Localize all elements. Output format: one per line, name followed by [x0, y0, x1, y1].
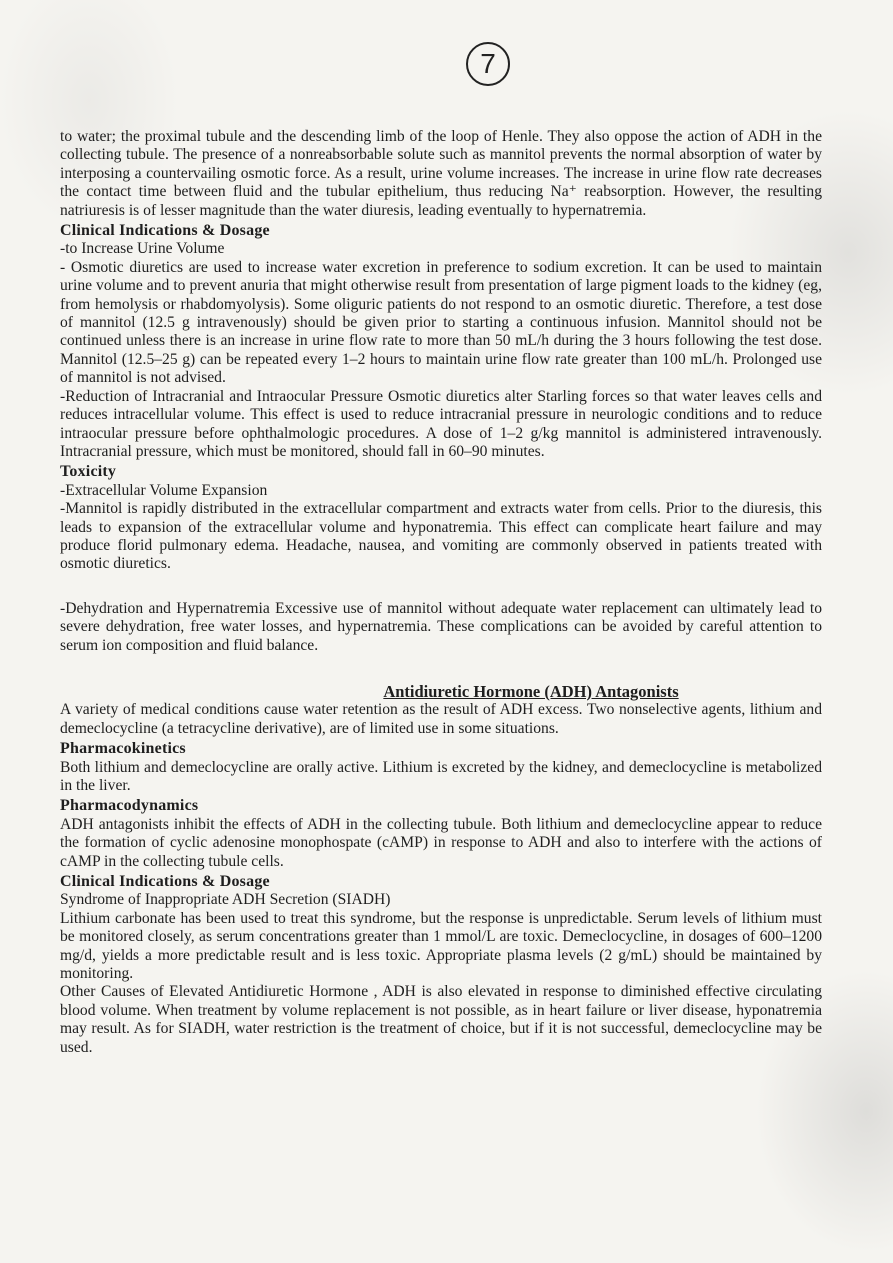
paragraph-other-causes: Other Causes of Elevated Antidiuretic Hormone , ADH is also elevated in response to diminished effective circulating blood volume. When treatment by volume replacement is not possible, as in heart failure or liver disease, hyponatremia may result. As for SIADH, water restriction is the treatment of choice, but if it is not successful, demeclocycline may be used.: [60, 983, 822, 1056]
paragraph-adh-intro: A variety of medical conditions cause water retention as the result of ADH excess. Two nonselective agents, lithium and demeclocycline (a tetracycline derivative), are of limited use in some situations.: [60, 701, 822, 737]
paragraph-mechanism: to water; the proximal tubule and the descending limb of the loop of Henle. They also oppose the action of ADH in the collecting tubule. The presence of a nonreabsorbable solute such as mannitol prevents the normal absorption of water by interposing a countervailing osmotic force. As a result, urine volume increases. The increase in urine flow rate decreases the contact time between fluid and the tubular epithelium, thus reducing Na⁺ reabsorption. However, the resulting natriuresis is of lesser magnitude than the water diuresis, leading eventually to hypernatremia.: [60, 128, 822, 219]
section-title-adh-antagonists: Antidiuretic Hormone (ADH) Antagonists: [383, 681, 679, 701]
paragraph-pharmacokinetics: Both lithium and demeclocycline are orally active. Lithium is excreted by the kidney, and demeclocycline is metabolized in the liver.: [60, 758, 822, 794]
heading-toxicity: Toxicity: [60, 463, 117, 481]
paragraph-intracranial-pressure: -Reduction of Intracranial and Intraocular Pressure Osmotic diuretics alter Starling forces so that water leaves cells and reduces intracellular volume. This effect is used to reduce intracranial pressure in neurologic conditions and to reduce intraocular pressure before ophthalmologic procedures. A dose of 1–2 g/kg mannitol is administered intravenously. Intracranial pressure, which must be monitored, should fall in 60–90 minutes.: [60, 387, 822, 460]
page-number-circle: 7: [466, 42, 510, 86]
subheading-extracellular-volume: -Extracellular Volume Expansion: [60, 481, 268, 499]
paragraph-pharmacodynamics: ADH antagonists inhibit the effects of ADH in the collecting tubule. Both lithium and demeclocycline appear to reduce the formation of cyclic adenosine monophospate (cAMP) in response to ADH and also to interfere with the actions of cAMP in the collecting tubule cells.: [60, 815, 822, 870]
paragraph-lithium-carbonate: Lithium carbonate has been used to treat this syndrome, but the response is unpredictable. Serum levels of lithium must be monitored closely, as serum concentrations greater than 1 mmol/L are toxic. Demeclocycline, in dosages of 600–1200 mg/d, yields a more predictable result and is less toxic. Appropriate plasma levels (2 g/mL) should be maintained by monitoring.: [60, 909, 822, 983]
paragraph-mannitol-distribution: -Mannitol is rapidly distributed in the extracellular compartment and extracts water from cells. Prior to the diuresis, this leads to expansion of the extracellular volume and hyponatremia. This effect can complicate heart failure and may produce florid pulmonary edema. Headache, nausea, and vomiting are commonly observed in patients treated with osmotic diuretics.: [60, 500, 822, 573]
paragraph-dehydration: -Dehydration and Hypernatremia Excessive use of mannitol without adequate water replacement can ultimately lead to severe dehydration, free water losses, and hypernatremia. These complications can be avoided by careful attention to serum ion composition and fluid balance.: [60, 599, 822, 654]
subheading-increase-urine-volume: -to Increase Urine Volume: [60, 240, 225, 258]
heading-clinical-indications-adh: Clinical Indications & Dosage: [60, 873, 270, 891]
document-body: [60, 128, 822, 1057]
heading-pharmacodynamics: Pharmacodynamics: [60, 797, 199, 815]
paragraph-osmotic-diuretics-use: - Osmotic diuretics are used to increase water excretion in preference to sodium excretion. It can be used to maintain urine volume and to prevent anuria that might otherwise result from presentation of large pigment loads to the kidney (eg, from hemolysis or rhabdomyolysis). Some oliguric patients do not respond to an osmotic diuretic. Therefore, a test dose of mannitol (12.5 g intravenously) should be given prior to starting a continuous infusion. Mannitol should not be continued unless there is an increase in urine flow rate to more than 50 mL/h during the 3 hours following the test dose. Mannitol (12.5–25 g) can be repeated every 1–2 hours to maintain urine flow rate greater than 100 mL/h. Prolonged use of mannitol is not advised.: [60, 258, 822, 387]
subheading-siadh: Syndrome of Inappropriate ADH Secretion (SIADH): [60, 891, 391, 909]
heading-pharmacokinetics: Pharmacokinetics: [60, 740, 186, 758]
heading-clinical-indications: Clinical Indications & Dosage: [60, 222, 270, 240]
